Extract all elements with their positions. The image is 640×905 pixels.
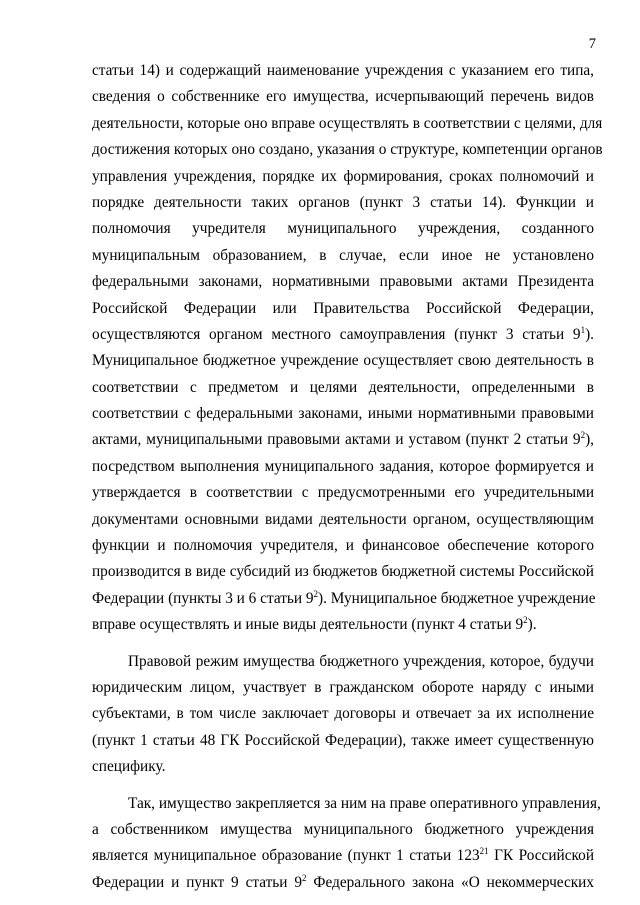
text-segment: деятельности, которые оно вправе осуществлять в соответствии с целями, для xyxy=(92,114,603,132)
text-line xyxy=(92,58,594,84)
text-segment: федеральными законами, нормативными правовыми актами Президента xyxy=(92,273,594,291)
text-line xyxy=(92,322,594,348)
superscript: 2 xyxy=(523,615,528,626)
text-segment: сведения о собственнике его имущества, исчерпывающий перечень видов xyxy=(92,88,594,106)
text-segment: муниципальным образованием, в случае, если иное не установлено xyxy=(92,246,594,264)
text-segment: управления учреждения, порядке их формирования, сроках полномочий и xyxy=(92,167,594,185)
text-segment: порядке деятельности таких органов (пункт 3 статьи 14). Функции и xyxy=(92,193,594,211)
paragraph xyxy=(92,649,594,781)
text-segment: Правовой режим имущества бюджетного учреждения, которое, будучи xyxy=(128,652,594,670)
text-line xyxy=(92,791,601,817)
text-segment: Российской Федерации или Правительства Российской Федерации, xyxy=(92,299,594,317)
text-line xyxy=(92,216,594,242)
text-segment: Федерации и пункт 9 статьи 9 xyxy=(92,873,303,891)
text-segment: ). xyxy=(527,616,537,634)
paragraph-gap xyxy=(92,639,594,649)
text-line xyxy=(92,843,594,869)
text-line xyxy=(92,559,594,585)
superscript: 1 xyxy=(580,324,586,335)
text-line xyxy=(92,296,594,322)
text-segment: соответствии с предметом и целями деятельности, определенными в xyxy=(92,378,594,396)
text-segment: ГК Российской xyxy=(488,847,594,865)
text-segment: утверждается в соответствии с предусмотренными его учредительными xyxy=(92,484,594,502)
text-segment: а собственником имущества муниципального бюджетного учреждения xyxy=(92,820,594,838)
text-segment: документами основными видами деятельности органом, осуществляющим xyxy=(92,510,594,528)
superscript: 2 xyxy=(580,430,586,441)
text-line xyxy=(92,164,594,190)
text-segment: специфику. xyxy=(92,758,166,776)
text-line xyxy=(92,348,594,374)
text-segment: Так, имущество закрепляется за ним на праве оперативного управления, xyxy=(128,794,601,812)
superscript: 2 xyxy=(313,588,319,599)
text-segment: Федерального закона «О некоммерческих xyxy=(306,873,595,891)
text-line xyxy=(92,454,594,480)
text-segment: является муниципальное образование (пункт 1 статьи 123 xyxy=(92,847,480,865)
text-segment: достижения которых оно создано, указания о структуре, компетенции органов xyxy=(92,141,603,159)
text-line xyxy=(92,111,603,137)
text-line xyxy=(92,137,603,163)
text-segment: ). Муниципальное бюджетное учреждение xyxy=(318,589,596,607)
text-line xyxy=(92,507,594,533)
text-line xyxy=(92,533,594,559)
text-line xyxy=(92,586,594,612)
paragraph-gap xyxy=(92,781,594,791)
body-text xyxy=(92,58,603,896)
text-line xyxy=(92,190,594,216)
text-line xyxy=(92,701,594,727)
text-segment: статьи 14) и содержащий наименование учреждения с указанием его типа, xyxy=(92,62,594,79)
text-line xyxy=(92,675,594,701)
text-segment: посредством выполнения муниципального задания, которое формируется и xyxy=(92,457,594,475)
text-line xyxy=(92,754,594,780)
text-segment: Муниципальное бюджетное учреждение осуществляет свою деятельность в xyxy=(92,352,594,370)
text-segment: ), xyxy=(585,431,594,449)
text-segment: вправе осуществлять и иные виды деятельности (пункт 4 статьи 9 xyxy=(92,616,524,634)
superscript: 21 xyxy=(479,846,489,857)
paragraph xyxy=(92,791,601,897)
text-line xyxy=(92,375,594,401)
text-segment: производится в виде субсидий из бюджетов бюджетной системы Российской xyxy=(92,563,594,581)
text-segment: осуществляются органом местного самоуправления (пункт 3 статьи 9 xyxy=(92,325,581,343)
page-number: 7 xyxy=(588,36,596,52)
text-segment: (пункт 1 статьи 48 ГК Российской Федерации), также имеет существенную xyxy=(92,731,594,749)
text-line xyxy=(92,401,594,427)
text-segment: полномочия учредителя муниципального учреждения, созданного xyxy=(92,220,594,238)
text-line xyxy=(92,649,594,675)
text-line xyxy=(92,728,594,754)
text-segment: функции и полномочия учредителя, и финансовое обеспечение которого xyxy=(92,537,594,555)
text-segment: субъектами, в том числе заключает договоры и отвечает за их исполнение xyxy=(92,705,594,723)
text-segment: ). xyxy=(585,325,594,343)
text-line xyxy=(92,817,594,843)
text-segment: Федерации (пункты 3 и 6 статьи 9 xyxy=(92,589,314,607)
text-segment: актами, муниципальными правовыми актами и уставом (пункт 2 статьи 9 xyxy=(92,431,581,449)
text-line xyxy=(92,870,594,896)
text-line xyxy=(92,269,594,295)
text-line xyxy=(92,612,594,638)
superscript: 2 xyxy=(302,872,307,883)
text-line xyxy=(92,480,594,506)
text-line xyxy=(92,243,594,269)
paragraph xyxy=(92,58,603,639)
text-segment: юридическим лицом, участвует в гражданском обороте наряду с иными xyxy=(92,678,594,696)
text-segment: соответствии с федеральными законами, иными нормативными правовыми xyxy=(92,405,594,423)
text-line xyxy=(92,84,594,110)
text-line xyxy=(92,427,594,453)
